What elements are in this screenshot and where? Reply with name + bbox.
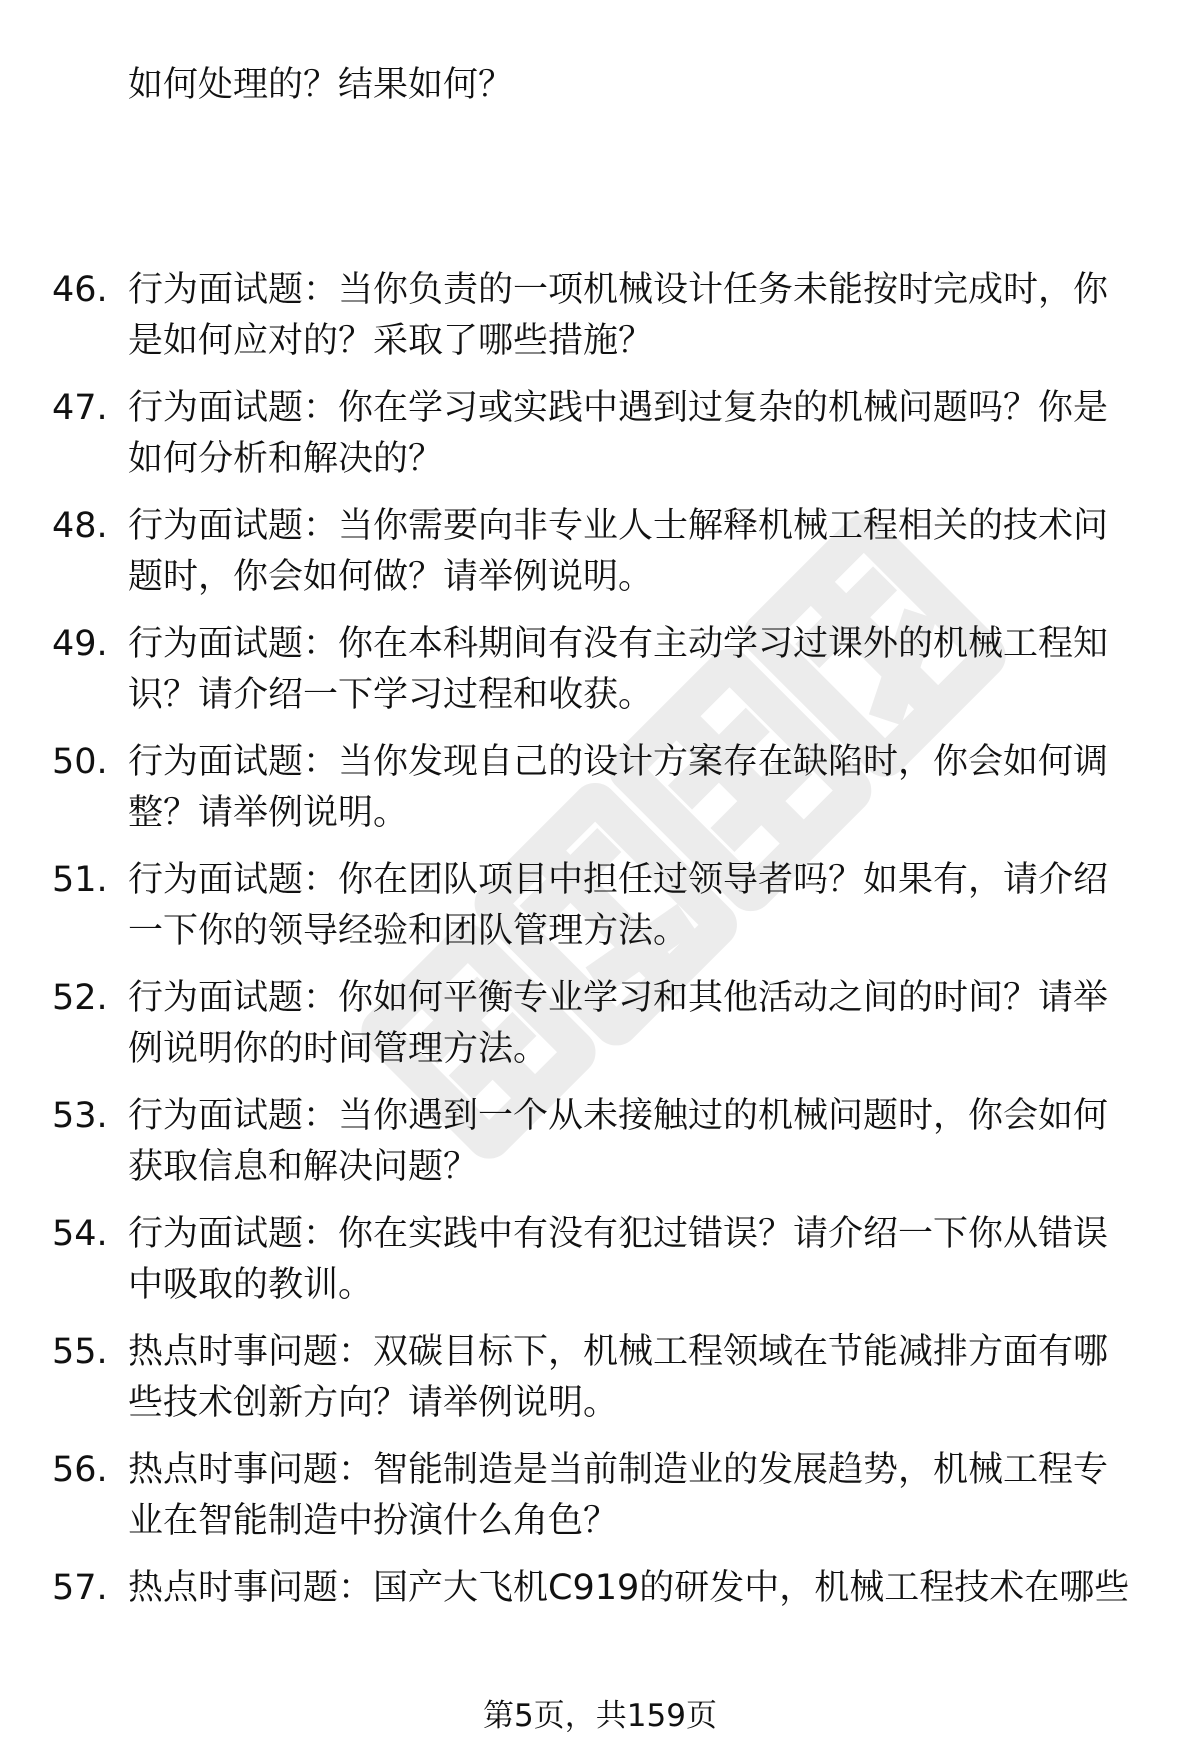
item-number: 48. [52,506,108,546]
list-item [0,855,1200,957]
item-text-line: 业在智能制造中扮演什么角色？ [128,1501,619,1541]
list-item [0,1563,1200,1614]
item-text-line: 行为面试题：当你需要向非专业人士解释机械工程相关的技术问 [128,506,1109,546]
item-number: 49. [52,624,108,664]
item-text-line: 一下你的领导经验和团队管理方法。 [128,911,689,951]
question-list [0,60,1200,1614]
item-text-line: 中吸取的教训。 [128,1265,374,1305]
list-item [0,265,1200,367]
list-item [0,1209,1200,1311]
item-text-line: 行为面试题：当你负责的一项机械设计任务未能按时完成时，你 [128,270,1109,310]
item-text-line: 行为面试题：你在学习或实践中遇到过复杂的机械问题吗？你是 [128,388,1109,428]
item-number: 55. [52,1332,108,1372]
list-item [0,1327,1200,1429]
item-number: 57. [52,1568,108,1608]
item-text-line: 获取信息和解决问题？ [128,1147,479,1187]
item-text-line: 行为面试题：当你遇到一个从未接触过的机械问题时，你会如何 [128,1096,1109,1136]
list-item [0,619,1200,721]
item-text-line: 行为面试题：你在本科期间有没有主动学习过课外的机械工程知 [128,624,1109,664]
item-text-line: 如何分析和解决的？ [128,439,444,479]
page-footer: 第5页，共159页 [483,1698,717,1734]
list-item [0,501,1200,603]
list-item [0,1445,1200,1547]
item-text-line: 些技术创新方向？请举例说明。 [128,1383,619,1423]
item-number: 53. [52,1096,108,1136]
item-text-line: 行为面试题：你在实践中有没有犯过错误？请介绍一下你从错误 [128,1214,1109,1254]
item-text-line: 例说明你的时间管理方法。 [128,1029,549,1069]
item-text-line: 行为面试题：你如何平衡专业学习和其他活动之间的时间？请举 [128,978,1109,1018]
list-item [0,1091,1200,1193]
item-text-line: 热点时事问题：国产大飞机C919的研发中，机械工程技术在哪些 [128,1568,1130,1608]
item-text-line: 热点时事问题：双碳目标下，机械工程领域在节能减排方面有哪 [128,1332,1109,1372]
item-text-line: 识？请介绍一下学习过程和收获。 [128,675,654,715]
item-number: 46. [52,270,108,310]
list-item [0,737,1200,839]
list-item [0,383,1200,485]
item-text-line: 行为面试题：你在团队项目中担任过领导者吗？如果有，请介绍 [128,860,1109,900]
item-number: 52. [52,978,108,1018]
item-number: 50. [52,742,108,782]
item-number: 47. [52,388,108,428]
item-text-line: 整？请举例说明。 [128,793,409,833]
item-text-line: 是如何应对的？采取了哪些措施？ [128,321,654,361]
item-text-line: 行为面试题：当你发现自己的设计方案存在缺陷时，你会如何调 [128,742,1109,782]
item-text-line: 热点时事问题：智能制造是当前制造业的发展趋势，机械工程专 [128,1450,1109,1490]
item-text-line: 题时，你会如何做？请举例说明。 [128,557,654,597]
list-item [0,973,1200,1075]
item-number: 56. [52,1450,108,1490]
item-number: 51. [52,860,108,900]
item-number: 54. [52,1214,108,1254]
continuation-line: 如何处理的？结果如何？ [128,65,514,105]
